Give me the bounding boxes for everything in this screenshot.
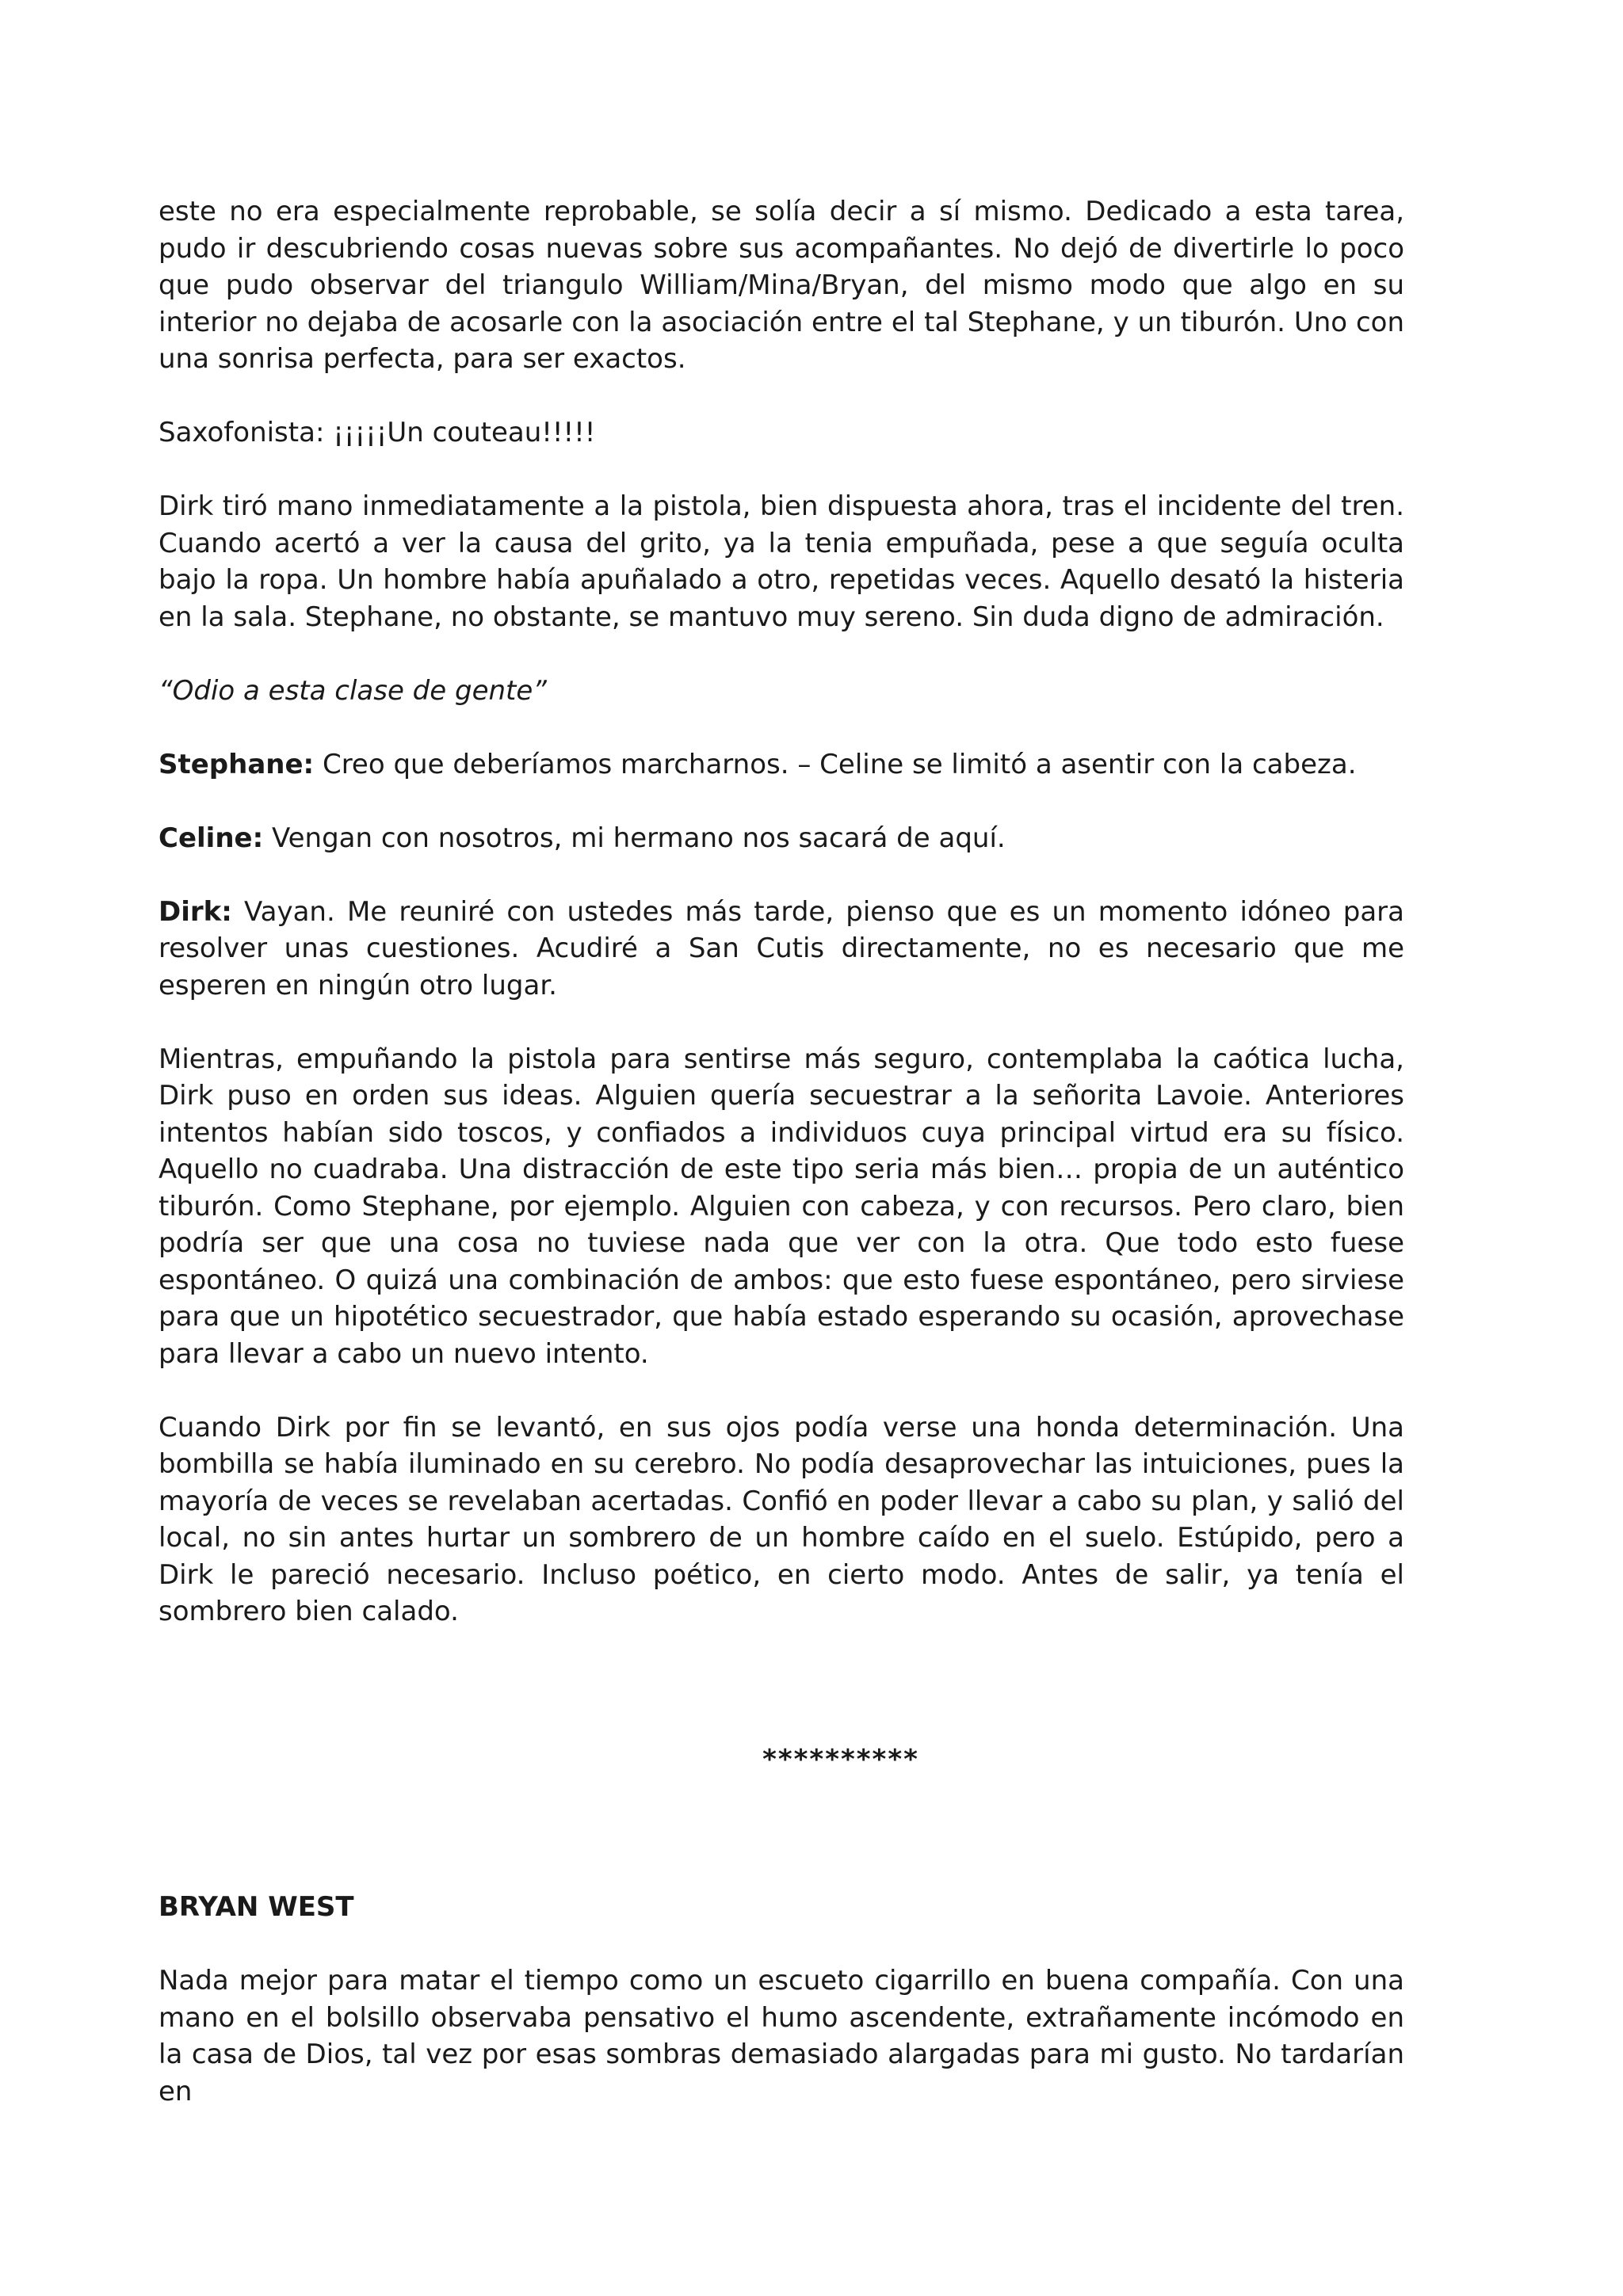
dialogue-dirk <box>158 894 1404 1005</box>
speaker-celine: Celine: <box>158 822 264 854</box>
paragraph-8: Mientras, empuñando la pistola para sentirse más seguro, contemplaba la caótica lucha, Dirk puso en orden sus ideas. Alguien quería secuestrar a la señorita Lavoie. Anteriores intentos habían sido toscos, y confiados a individuos cuya principal virtud era su físico. Aquello no cuadraba. Una distracción de este tipo seria más bien… propia de un auténtico tiburón. Como Stephane, por ejemplo. Alguien con cabeza, y con recursos. Pero claro, bien podría ser que una cosa no tuviese nada que ver con la otra. Que todo esto fuese espontáneo. O quizá una combinación de ambos: que esto fuese espontáneo, pero sirviese para que un hipotético secuestrador, que había estado esperando su ocasión, aprovechase para llevar a cabo un nuevo intento. <box>158 1043 1404 1370</box>
dialogue-stephane-text: Creo que deberíamos marcharnos. – Celine se limitó a asentir con la cabeza. <box>314 748 1357 780</box>
speaker-dirk: Dirk: <box>158 895 232 928</box>
document-page <box>158 193 1404 2147</box>
paragraph-9: Cuando Dirk por fin se levantó, en sus ojos podía verse una honda determinación. Una bombilla se había iluminado en su cerebro. No podía desaprovechar las intuiciones, pues la mayoría de veces se revelaban acertadas. Confió en poder llevar a cabo su plan, y salió del local, no sin antes hurtar un sombrero de un hombre caído en el suelo. Estúpido, pero a Dirk le pareció necesario. Incluso poético, en cierto modo. Antes de salir, ya tenía el sombrero bien calado. <box>158 1411 1404 1627</box>
paragraph-3: Dirk tiró mano inmediatamente a la pistola, bien dispuesta ahora, tras el incidente del tren. Cuando acertó a ver la causa del grito, ya la tenia empuñada, pese a que seguía oculta bajo la ropa. Un hombre había apuñalado a otro, repetidas veces. Aquello desató la histeria en la sala. Stephane, no obstante, se mantuvo muy sereno. Sin duda digno de admiración. <box>158 490 1404 633</box>
italic-thought: “Odio a esta clase de gente” <box>158 674 547 707</box>
paragraph-saxofonista: Saxofonista: ¡¡¡¡¡Un couteau!!!!! <box>158 417 596 448</box>
dialogue-dirk-text: Vayan. Me reuniré con ustedes más tarde, pienso que es un momento idóneo para resolver unas cuestiones. Acudiré a San Cutis directamente, no es necesario que me esperen en ningún otro lugar. <box>158 895 1404 1001</box>
section-separator: ********** <box>762 1743 919 1775</box>
paragraph-10: Nada mejor para matar el tiempo como un escueto cigarrillo en buena compañía. Con una mano en el bolsillo observaba pensativo el humo ascendente, extrañamente incómodo en la casa de Dios, tal vez por esas sombras demasiado alargadas para mi gusto. No tardarían en <box>158 1965 1404 2107</box>
dialogue-celine <box>158 820 1404 857</box>
paragraph-1: este no era especialmente reprobable, se solía decir a sí mismo. Dedicado a esta tarea, pudo ir descubriendo cosas nuevas sobre sus acompañantes. No dejó de divertirle lo poco que pudo observar del triangulo William/Mina/Bryan, del mismo modo que algo en su interior no dejaba de acosarle con la asociación entre el tal Stephane, y un tiburón. Uno con una sonrisa perfecta, para ser exactos. <box>158 196 1404 375</box>
speaker-stephane: Stephane: <box>158 748 315 780</box>
section-heading: BRYAN WEST <box>158 1891 354 1923</box>
dialogue-celine-text: Vengan con nosotros, mi hermano nos sacará de aquí. <box>263 822 1006 854</box>
dialogue-stephane <box>158 746 1404 784</box>
